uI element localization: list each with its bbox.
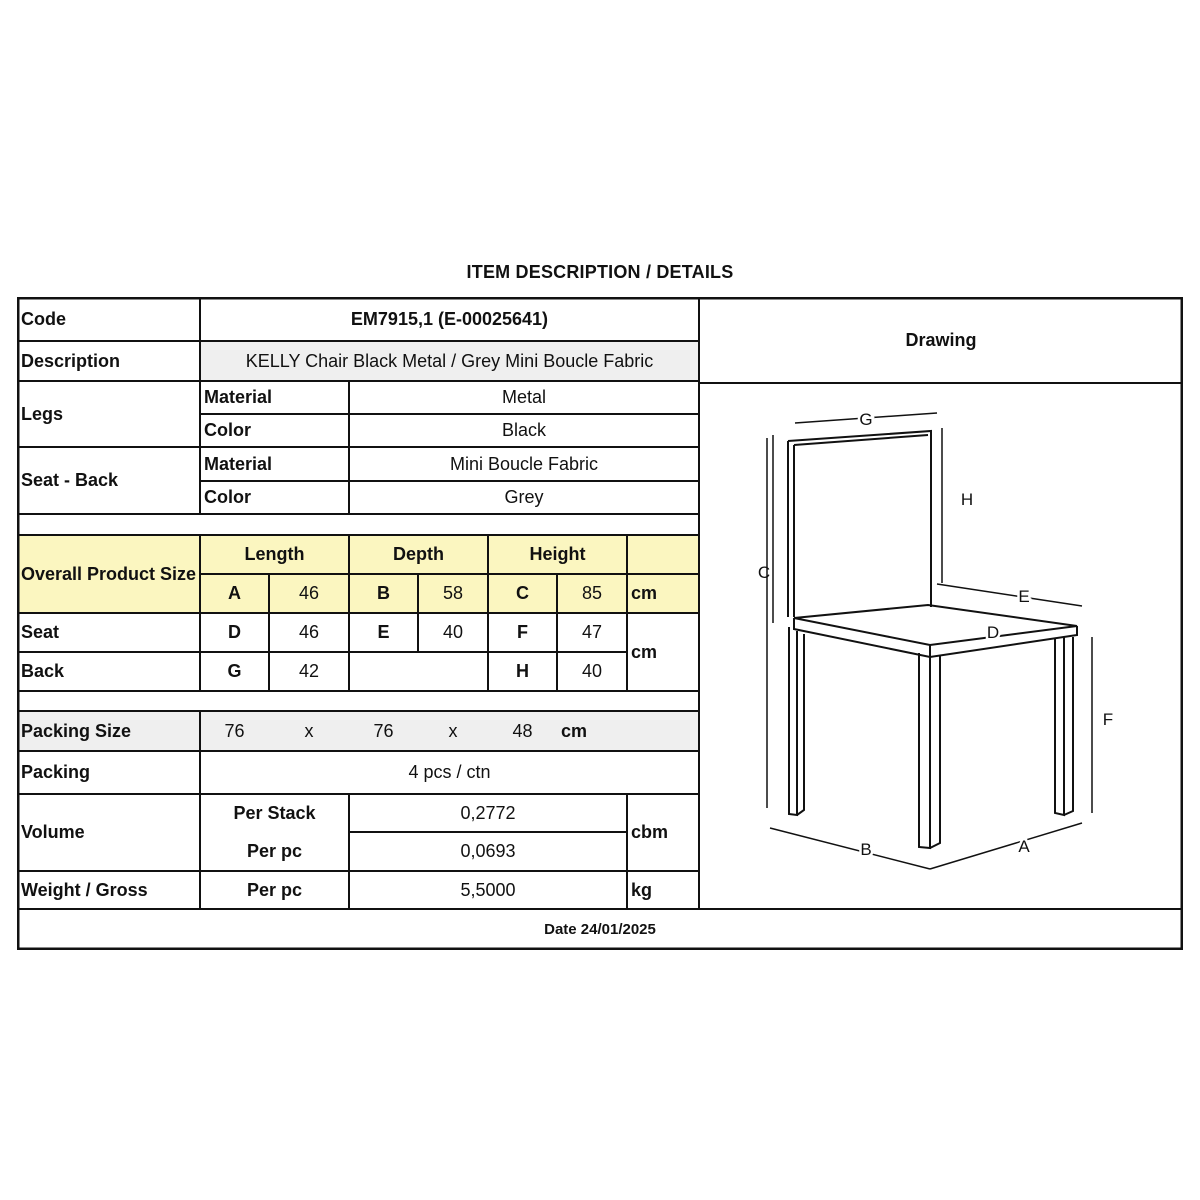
- weight-unit: kg: [631, 879, 653, 900]
- dim-key-g: G: [227, 661, 242, 681]
- seat-back-color-value: Grey: [504, 487, 544, 507]
- drawing-label-b: B: [860, 840, 872, 859]
- code-value: EM7915,1 (E-00025641): [350, 308, 549, 329]
- drawing-header: Drawing: [905, 329, 977, 350]
- legs-material-value: Metal: [501, 387, 546, 407]
- description-value: KELLY Chair Black Metal / Grey Mini Boucle Fabric: [245, 350, 654, 371]
- seat-label: Seat: [21, 622, 60, 642]
- code-label: Code: [21, 308, 66, 329]
- height-header: Height: [529, 544, 586, 564]
- length-header: Length: [244, 544, 305, 564]
- drawing-label-d: D: [986, 623, 1000, 642]
- packing-height: 48: [512, 720, 533, 741]
- depth-header: Depth: [393, 544, 444, 564]
- chair-drawing: [700, 383, 1183, 909]
- dim-value-d: 46: [298, 622, 320, 642]
- chair-outline: [788, 431, 1077, 848]
- volume-pc-value: 0,0693: [460, 841, 516, 861]
- packing-length: 76: [224, 720, 245, 741]
- seat-back-label: Seat - Back: [21, 470, 119, 490]
- weight-pc-label: Per pc: [246, 879, 303, 900]
- drawing-label-a: A: [1018, 837, 1030, 856]
- seat-back-color-label: Color: [204, 487, 251, 507]
- volume-pc-label: Per pc: [246, 841, 303, 861]
- drawing-label-e: E: [1018, 587, 1030, 606]
- dim-value-a: 46: [298, 583, 320, 603]
- dim-key-d: D: [228, 622, 241, 642]
- volume-stack-value: 0,2772: [460, 802, 516, 823]
- packing-x-2: x: [448, 720, 458, 741]
- dim-value-h: 40: [581, 661, 603, 681]
- seat-back-unit: cm: [631, 641, 658, 662]
- dim-key-f: F: [517, 622, 528, 642]
- date-footer: Date 24/01/2025: [544, 921, 656, 938]
- legs-material-label: Material: [204, 387, 273, 407]
- packing-value: 4 pcs / ctn: [408, 762, 491, 782]
- volume-label: Volume: [21, 822, 85, 842]
- packing-size-unit: cm: [560, 720, 587, 741]
- drawing-label-h: H: [960, 490, 974, 509]
- dim-key-c: C: [516, 583, 529, 603]
- seat-back-material-label: Material: [204, 453, 273, 474]
- drawing-label-f: F: [1102, 710, 1114, 729]
- legs-color-value: Black: [501, 420, 546, 440]
- dim-value-f: 47: [581, 622, 603, 642]
- packing-size-label: Packing Size: [21, 720, 132, 741]
- drawing-label-c: C: [757, 563, 771, 582]
- dim-key-e: E: [377, 622, 390, 642]
- dim-value-e: 40: [442, 622, 464, 642]
- dim-key-a: A: [228, 583, 241, 603]
- spec-sheet: [17, 297, 1183, 950]
- dim-value-c: 85: [581, 583, 603, 603]
- page-title: ITEM DESCRIPTION / DETAILS: [466, 262, 734, 282]
- legs-color-label: Color: [204, 420, 251, 440]
- volume-unit: cbm: [631, 822, 669, 842]
- dim-key-h: H: [516, 661, 529, 681]
- dim-value-b: 58: [442, 583, 464, 603]
- description-label: Description: [21, 350, 121, 371]
- drawing-label-g: G: [859, 410, 873, 429]
- dim-value-g: 42: [298, 661, 320, 681]
- back-label: Back: [21, 661, 65, 681]
- seat-back-material-value: Mini Boucle Fabric: [449, 453, 599, 474]
- packing-width: 76: [373, 720, 394, 741]
- weight-label: Weight / Gross: [21, 879, 148, 900]
- legs-label: Legs: [21, 403, 64, 424]
- packing-x-1: x: [304, 720, 314, 741]
- packing-label: Packing: [21, 762, 91, 782]
- overall-unit: cm: [631, 583, 658, 603]
- weight-pc-value: 5,5000: [460, 879, 516, 900]
- volume-stack-label: Per Stack: [233, 802, 316, 823]
- dim-key-b: B: [377, 583, 390, 603]
- overall-size-label: Overall Product Size: [20, 564, 197, 584]
